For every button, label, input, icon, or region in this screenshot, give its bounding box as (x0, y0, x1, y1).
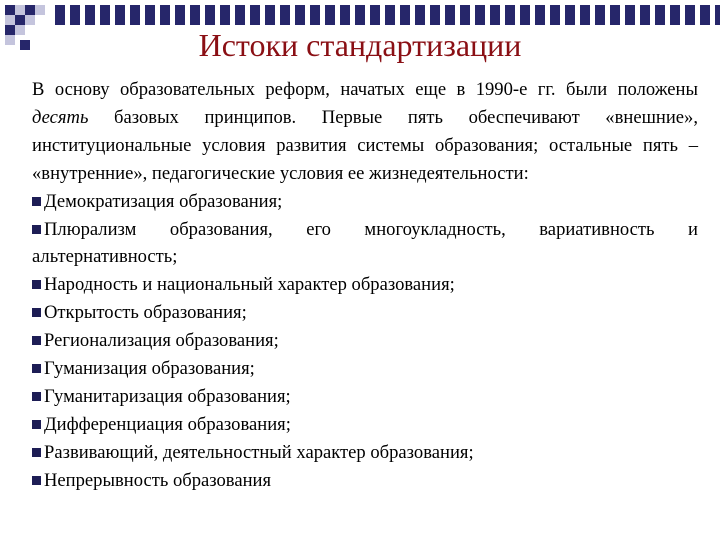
principle-text: Регионализация образования; (44, 330, 279, 352)
principles-list (32, 188, 698, 495)
square-bullet-icon (32, 476, 41, 485)
slide-content (32, 76, 698, 495)
square-bullet-icon (32, 448, 41, 457)
square-bullet-icon (32, 364, 41, 373)
intro-text-part2: базовых принципов. Первые пять обеспечивают «внешние», институциональные условия развития системы образования; остальные пять – «внутренние», педагогические условия ее жизнедеятельности: (32, 106, 698, 184)
list-item (32, 467, 698, 495)
principle-text: Гуманитаризация образования; (44, 385, 291, 407)
square-bullet-icon (32, 280, 41, 289)
square-bullet-icon (32, 197, 41, 206)
square-bullet-icon (32, 420, 41, 429)
list-item (32, 271, 698, 299)
principle-text: Демократизация образования; (44, 190, 283, 212)
list-item (32, 411, 698, 439)
principle-text: Плюрализм образования, его многоукладность, вариативность и альтернативность; (32, 218, 698, 268)
principle-text: Гуманизация образования; (44, 358, 255, 380)
list-item (32, 216, 698, 272)
title-stripe-band (55, 5, 720, 25)
slide-title: Истоки стандартизации (198, 27, 522, 63)
principle-text: Дифференциация образования; (44, 413, 291, 435)
principle-text: Народность и национальный характер образования; (44, 274, 455, 296)
square-bullet-icon (32, 225, 41, 234)
list-item (32, 439, 698, 467)
square-bullet-icon (32, 336, 41, 345)
list-item (32, 299, 698, 327)
intro-paragraph (32, 76, 698, 188)
list-item (32, 327, 698, 355)
intro-emphasis: десять (32, 106, 89, 128)
square-bullet-icon (32, 392, 41, 401)
principle-text: Развивающий, деятельностный характер образования; (44, 441, 474, 463)
list-item (32, 188, 698, 216)
list-item (32, 355, 698, 383)
intro-text-part1: В основу образовательных реформ, начатых еще в 1990-е гг. были положены (32, 79, 698, 100)
principle-text: Открытость образования; (44, 302, 247, 324)
square-bullet-icon (32, 308, 41, 317)
list-item (32, 383, 698, 411)
principle-text: Непрерывность образования (44, 469, 272, 491)
